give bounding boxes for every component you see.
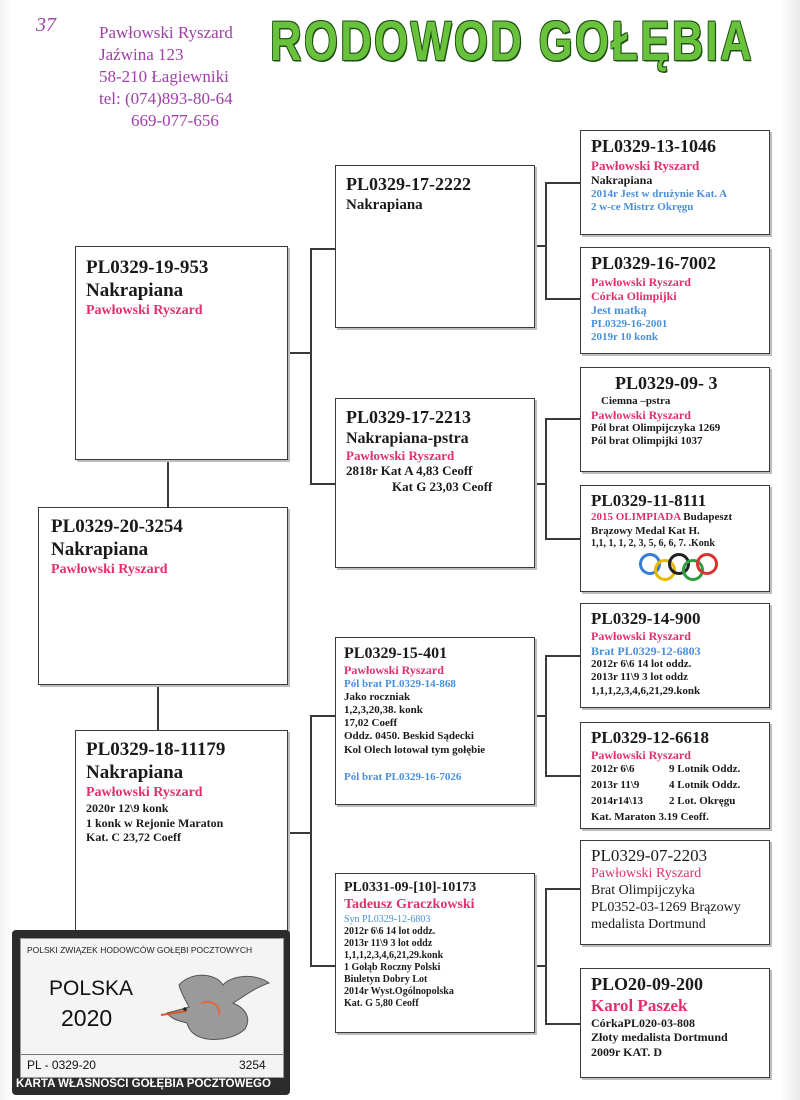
ss-sire-breeder: Pawłowski Ryszard — [591, 157, 700, 173]
dam-dam-son: Syn PL0329-12-6803 — [344, 913, 431, 925]
dd-dam-breeder: Karol Paszek — [591, 995, 688, 1015]
ss-dam-line3: PL0329-16-2001 — [591, 317, 668, 330]
dd-sire-ring: PL0329-07-2203 — [591, 846, 708, 865]
ds-sire-note: 2013r 11\9 3 lot oddz — [591, 671, 688, 684]
dd-sire-box — [580, 840, 770, 945]
dam-dam-note: 1 Gołąb Roczny Polski — [344, 961, 441, 973]
dam-note: 2020r 12\9 konk — [86, 801, 169, 816]
dam-dam-note: 2014r Wyst.Ogólnopolska — [344, 985, 454, 997]
dam-breeder: Pawłowski Ryszard — [86, 784, 203, 800]
dd-dam-ring: PLO20-09-200 — [591, 974, 703, 994]
ss-dam-line2: Jest matką — [591, 303, 647, 318]
ss-dam-breeder: Pawłowski Ryszard — [591, 274, 691, 289]
dd-dam-note: CórkaPL020-03-808 — [591, 1015, 695, 1030]
ss-dam-ring: PL0329-16-7002 — [591, 253, 716, 273]
ds-dam-note-right: 4 Lotnik Oddz. — [669, 778, 741, 791]
pigeon-icon — [161, 963, 276, 1049]
sd-sire-color: Ciemna –pstra — [601, 394, 671, 407]
ds-sire-brother: Brat PL0329-12-6803 — [591, 643, 701, 658]
ss-sire-color: Nakrapiana — [591, 173, 653, 188]
page-title: RODOWOD GOŁĘBIA — [270, 9, 755, 72]
ss-sire-note: 2 w-ce Mistrz Okręgu — [591, 200, 694, 213]
ss-sire-ring: PL0329-13-1046 — [591, 136, 716, 156]
owner-name: Pawłowski Ryszard — [99, 23, 233, 42]
sd-dam-olympiad: 2015 OLIMPIADA — [591, 511, 681, 524]
owner-city: 58-210 Łagiewniki — [99, 67, 229, 86]
card-ring-line — [21, 1054, 283, 1055]
ds-sire-note: 1,1,1,2,3,4,6,21,29.konk — [591, 684, 701, 697]
subject-breeder: Pawłowski Ryszard — [51, 561, 168, 577]
card-ring-number: 3254 — [239, 1058, 266, 1072]
ownership-card-face — [20, 938, 284, 1078]
ss-sire-note: 2014r Jest w drużynie Kat. A — [591, 187, 728, 200]
ds-dam-notes — [591, 763, 759, 811]
ds-dam-note: Kat. Maraton 3.19 Ceoff. — [591, 810, 709, 823]
dam-sire-half-brother: Pól brat PL0329-14-868 — [344, 677, 456, 690]
dam-dam-note: 1,1,1,2,3,4,6,21,29.konk — [344, 949, 444, 961]
dam-dam-note: Biuletyn Dobry Lot — [344, 973, 428, 985]
dd-sire-breeder: Pawłowski Ryszard — [591, 866, 702, 882]
dam-sire-box — [335, 637, 535, 805]
handwritten-note: 37 — [36, 14, 56, 36]
ds-dam-breeder: Pawłowski Ryszard — [591, 748, 691, 763]
card-country: POLSKA — [49, 977, 134, 1000]
owner-phone: tel: (074)893-80-64 — [99, 89, 233, 108]
dam-dam-note: Kat. G 5,80 Ceoff — [344, 997, 419, 1009]
sire-dam-color: Nakrapiana-pstra — [346, 429, 469, 447]
sire-dam-breeder: Pawłowski Ryszard — [346, 447, 455, 463]
subject-box — [38, 507, 288, 685]
dam-sire-breeder: Pawłowski Ryszard — [344, 663, 444, 678]
card-union: POLSKI ZWIĄZEK HODOWCÓW GOŁĘBI POCZTOWYCH — [27, 945, 253, 955]
subject-color: Nakrapiana — [51, 538, 149, 560]
dam-sire-note: 1,2,3,20,38. konk — [344, 703, 423, 716]
sd-dam-note: Brązowy Medal Kat H. — [591, 524, 700, 537]
dd-sire-note: PL0352-03-1269 Brązowy — [591, 899, 741, 915]
ds-sire-box — [580, 603, 770, 708]
dd-dam-note: 2009r KAT. D — [591, 1044, 662, 1059]
subject-ring: PL0329-20-3254 — [51, 516, 183, 537]
ss-dam-line4: 2019r 10 konk — [591, 330, 659, 343]
sd-sire-note: Pól brat Olimpijczyka 1269 — [591, 422, 721, 435]
sire-color: Nakrapiana — [86, 279, 184, 301]
ds-sire-note: 2012r 6\6 14 lot oddz. — [591, 658, 692, 671]
sire-box — [75, 246, 288, 460]
ds-dam-note-right: 9 Lotnik Oddz. — [669, 762, 741, 775]
dam-dam-ring: PL0331-09-[10]-10173 — [344, 880, 477, 895]
card-ring-prefix: PL - 0329-20 — [27, 1058, 96, 1072]
sd-sire-note: Pól brat Olimpijki 1037 — [591, 435, 703, 448]
ss-sire-box — [580, 130, 770, 235]
dam-sire-half-brother-2: Pól brat PL0329-16-7026 — [344, 770, 462, 783]
ds-dam-note-right: 2 Lot. Okręgu — [669, 794, 736, 807]
sire-sire-ring: PL0329-17-2222 — [346, 174, 471, 194]
dd-sire-note: Brat Olimpijczyka — [591, 883, 695, 899]
ownership-card — [12, 930, 290, 1095]
owner-address — [99, 22, 233, 132]
dam-color: Nakrapiana — [86, 761, 184, 783]
sire-dam-note: 2818r Kat A 4,83 Ceoff — [346, 463, 473, 479]
sire-sire-box — [335, 165, 535, 328]
sire-dam-note: Kat G 23,03 Ceoff — [392, 478, 493, 494]
ds-sire-breeder: Pawłowski Ryszard — [591, 629, 691, 644]
sd-dam-ring: PL0329-11-8111 — [591, 491, 707, 510]
ds-dam-note: 2014r14\13 — [591, 794, 643, 807]
dam-dam-note: 2013r 11\9 3 lot oddz — [344, 937, 433, 949]
dam-sire-note: Oddz. 0450. Beskid Sądecki — [344, 730, 474, 743]
ds-dam-note: 2013r 11\9 — [591, 778, 640, 791]
sire-breeder: Pawłowski Ryszard — [86, 302, 203, 318]
ds-sire-ring: PL0329-14-900 — [591, 609, 701, 628]
dam-sire-note: Jako roczniak — [344, 690, 411, 703]
card-year: 2020 — [61, 1005, 113, 1031]
sire-dam-ring: PL0329-17-2213 — [346, 407, 471, 427]
ds-dam-box — [580, 722, 770, 829]
sd-dam-box — [580, 485, 770, 592]
dam-dam-note: 2012r 6\6 14 lot oddz. — [344, 925, 436, 937]
olympic-rings-icon — [639, 553, 719, 579]
dd-dam-note: Złoty medalista Dortmund — [591, 1030, 728, 1045]
sire-sire-color: Nakrapiana — [346, 196, 423, 213]
dam-note: 1 konk w Rejonie Maraton — [86, 815, 224, 830]
dam-sire-note: 17,02 Coeff — [344, 717, 398, 730]
ss-dam-box — [580, 247, 770, 354]
dd-dam-box — [580, 968, 770, 1078]
sd-sire-breeder: Pawłowski Ryszard — [591, 407, 691, 422]
sd-dam-note: 1,1, 1, 1, 2, 3, 5, 6, 6, 7. .Konk — [591, 537, 715, 549]
ds-dam-ring: PL0329-12-6618 — [591, 728, 710, 747]
dd-sire-note: medalista Dortmund — [591, 916, 706, 932]
dam-dam-breeder: Tadeusz Graczkowski — [344, 896, 475, 912]
sd-sire-ring: PL0329-09- 3 — [615, 373, 718, 393]
dam-box — [75, 730, 288, 940]
owner-mobile: 669-077-656 — [131, 111, 219, 130]
card-caption: KARTA WŁASNOŚCI GOŁĘBIA POCZTOWEGO — [16, 1078, 271, 1090]
sire-ring: PL0329-19-953 — [86, 257, 209, 278]
dam-dam-box — [335, 873, 535, 1033]
sire-dam-box — [335, 398, 535, 568]
owner-street: Jaźwina 123 — [99, 45, 184, 64]
sd-sire-box — [580, 367, 770, 472]
ss-dam-line1: Córka Olimpijki — [591, 288, 677, 303]
dam-note: Kat. C 23,72 Coeff — [86, 830, 181, 845]
ds-dam-note: 2012r 6\6 — [591, 762, 635, 775]
dam-ring: PL0329-18-11179 — [86, 739, 226, 760]
dam-sire-note: Kol Olech lotował tym gołębie — [344, 743, 486, 756]
sd-dam-city: Budapeszt — [683, 511, 733, 524]
dam-sire-ring: PL0329-15-401 — [344, 645, 448, 662]
